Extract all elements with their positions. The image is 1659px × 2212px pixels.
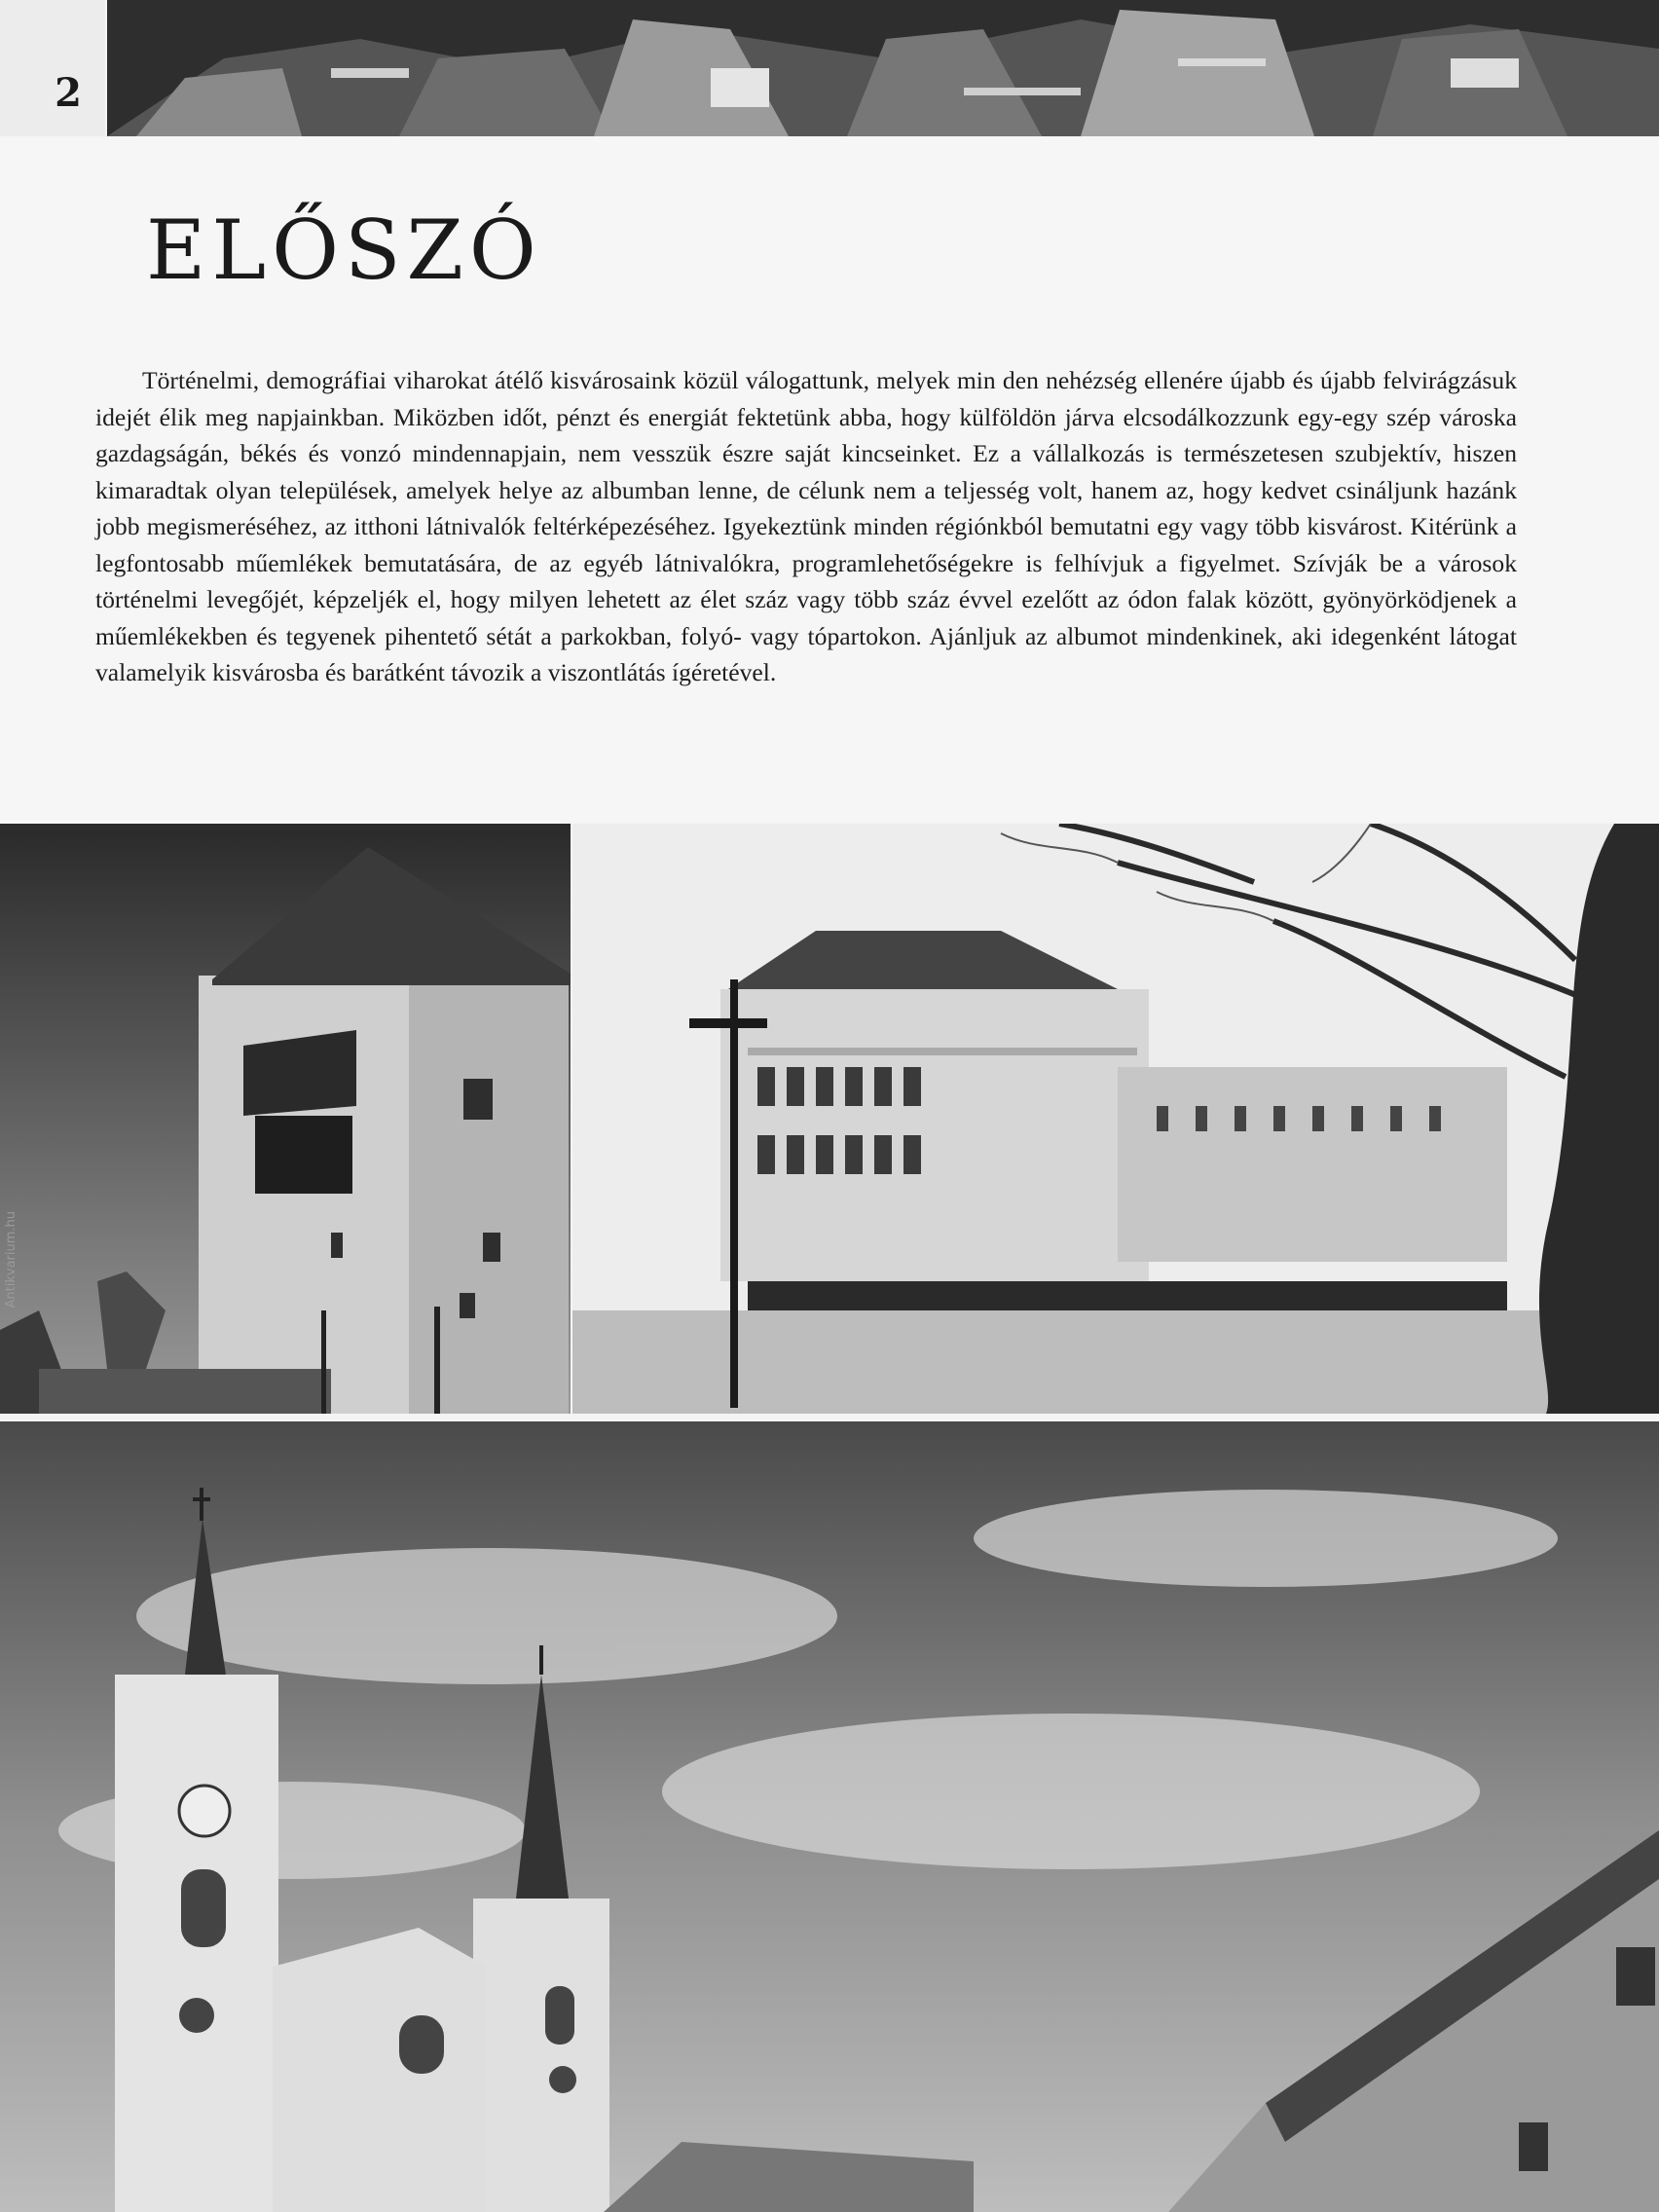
tower-photo	[0, 824, 571, 1414]
church-photo	[0, 1421, 1659, 2212]
page-number: 2	[55, 70, 82, 116]
watermark: Antikvarium.hu	[4, 1211, 18, 1309]
building-photo	[572, 824, 1659, 1414]
page-title: ELŐSZÓ	[146, 203, 542, 298]
body-paragraph: Történelmi, demográfiai viharokat átélő kisvárosaink közül válogattunk, melyek min den nehézség ellenére újabb és újabb felvirágzásuk idejét élik meg napjainkban. Miközben időt, pénzt és energiát fektetünk abba, hogy külföldön járva elcsodálkozzunk egy-egy szép városka gazdagságán, békés és vonzó mindennapjain, nem vesszük észre saját kincseinket. Ez a vállalkozás is természetesen szubjektív, hiszen kimaradtak olyan települések, amelyek helye az albumban lenne, de célunk nem a teljesség volt, hanem az, hogy kedvet csináljunk hazánk jobb megismeréséhez, az itthoni látnivalók feltérképezéséhez. Igyekeztünk minden régiónkból bemutatni egy vagy több kisvárost. Kitérünk a legfontosabb műemlékek bemutatására, de az egyéb látnivalókra, programlehetőségekre is felhívjuk a figyelmet. Szívják be a városok történelmi levegőjét, képzeljék el, hogy milyen lehetett az élet száz vagy több száz évvel ezelőtt az ódon falak között, gyönyörködjenek a műemlékekben és tegyenek pihentető sétát a parkokban, folyó- vagy tópartokon. Ajánljuk az albumot mindenkinek, aki idegenként látogat valamelyik kisvárosba és barátként távozik a viszontlátás ígéretével.	[95, 366, 1517, 686]
aerial-town-photo	[107, 0, 1659, 136]
